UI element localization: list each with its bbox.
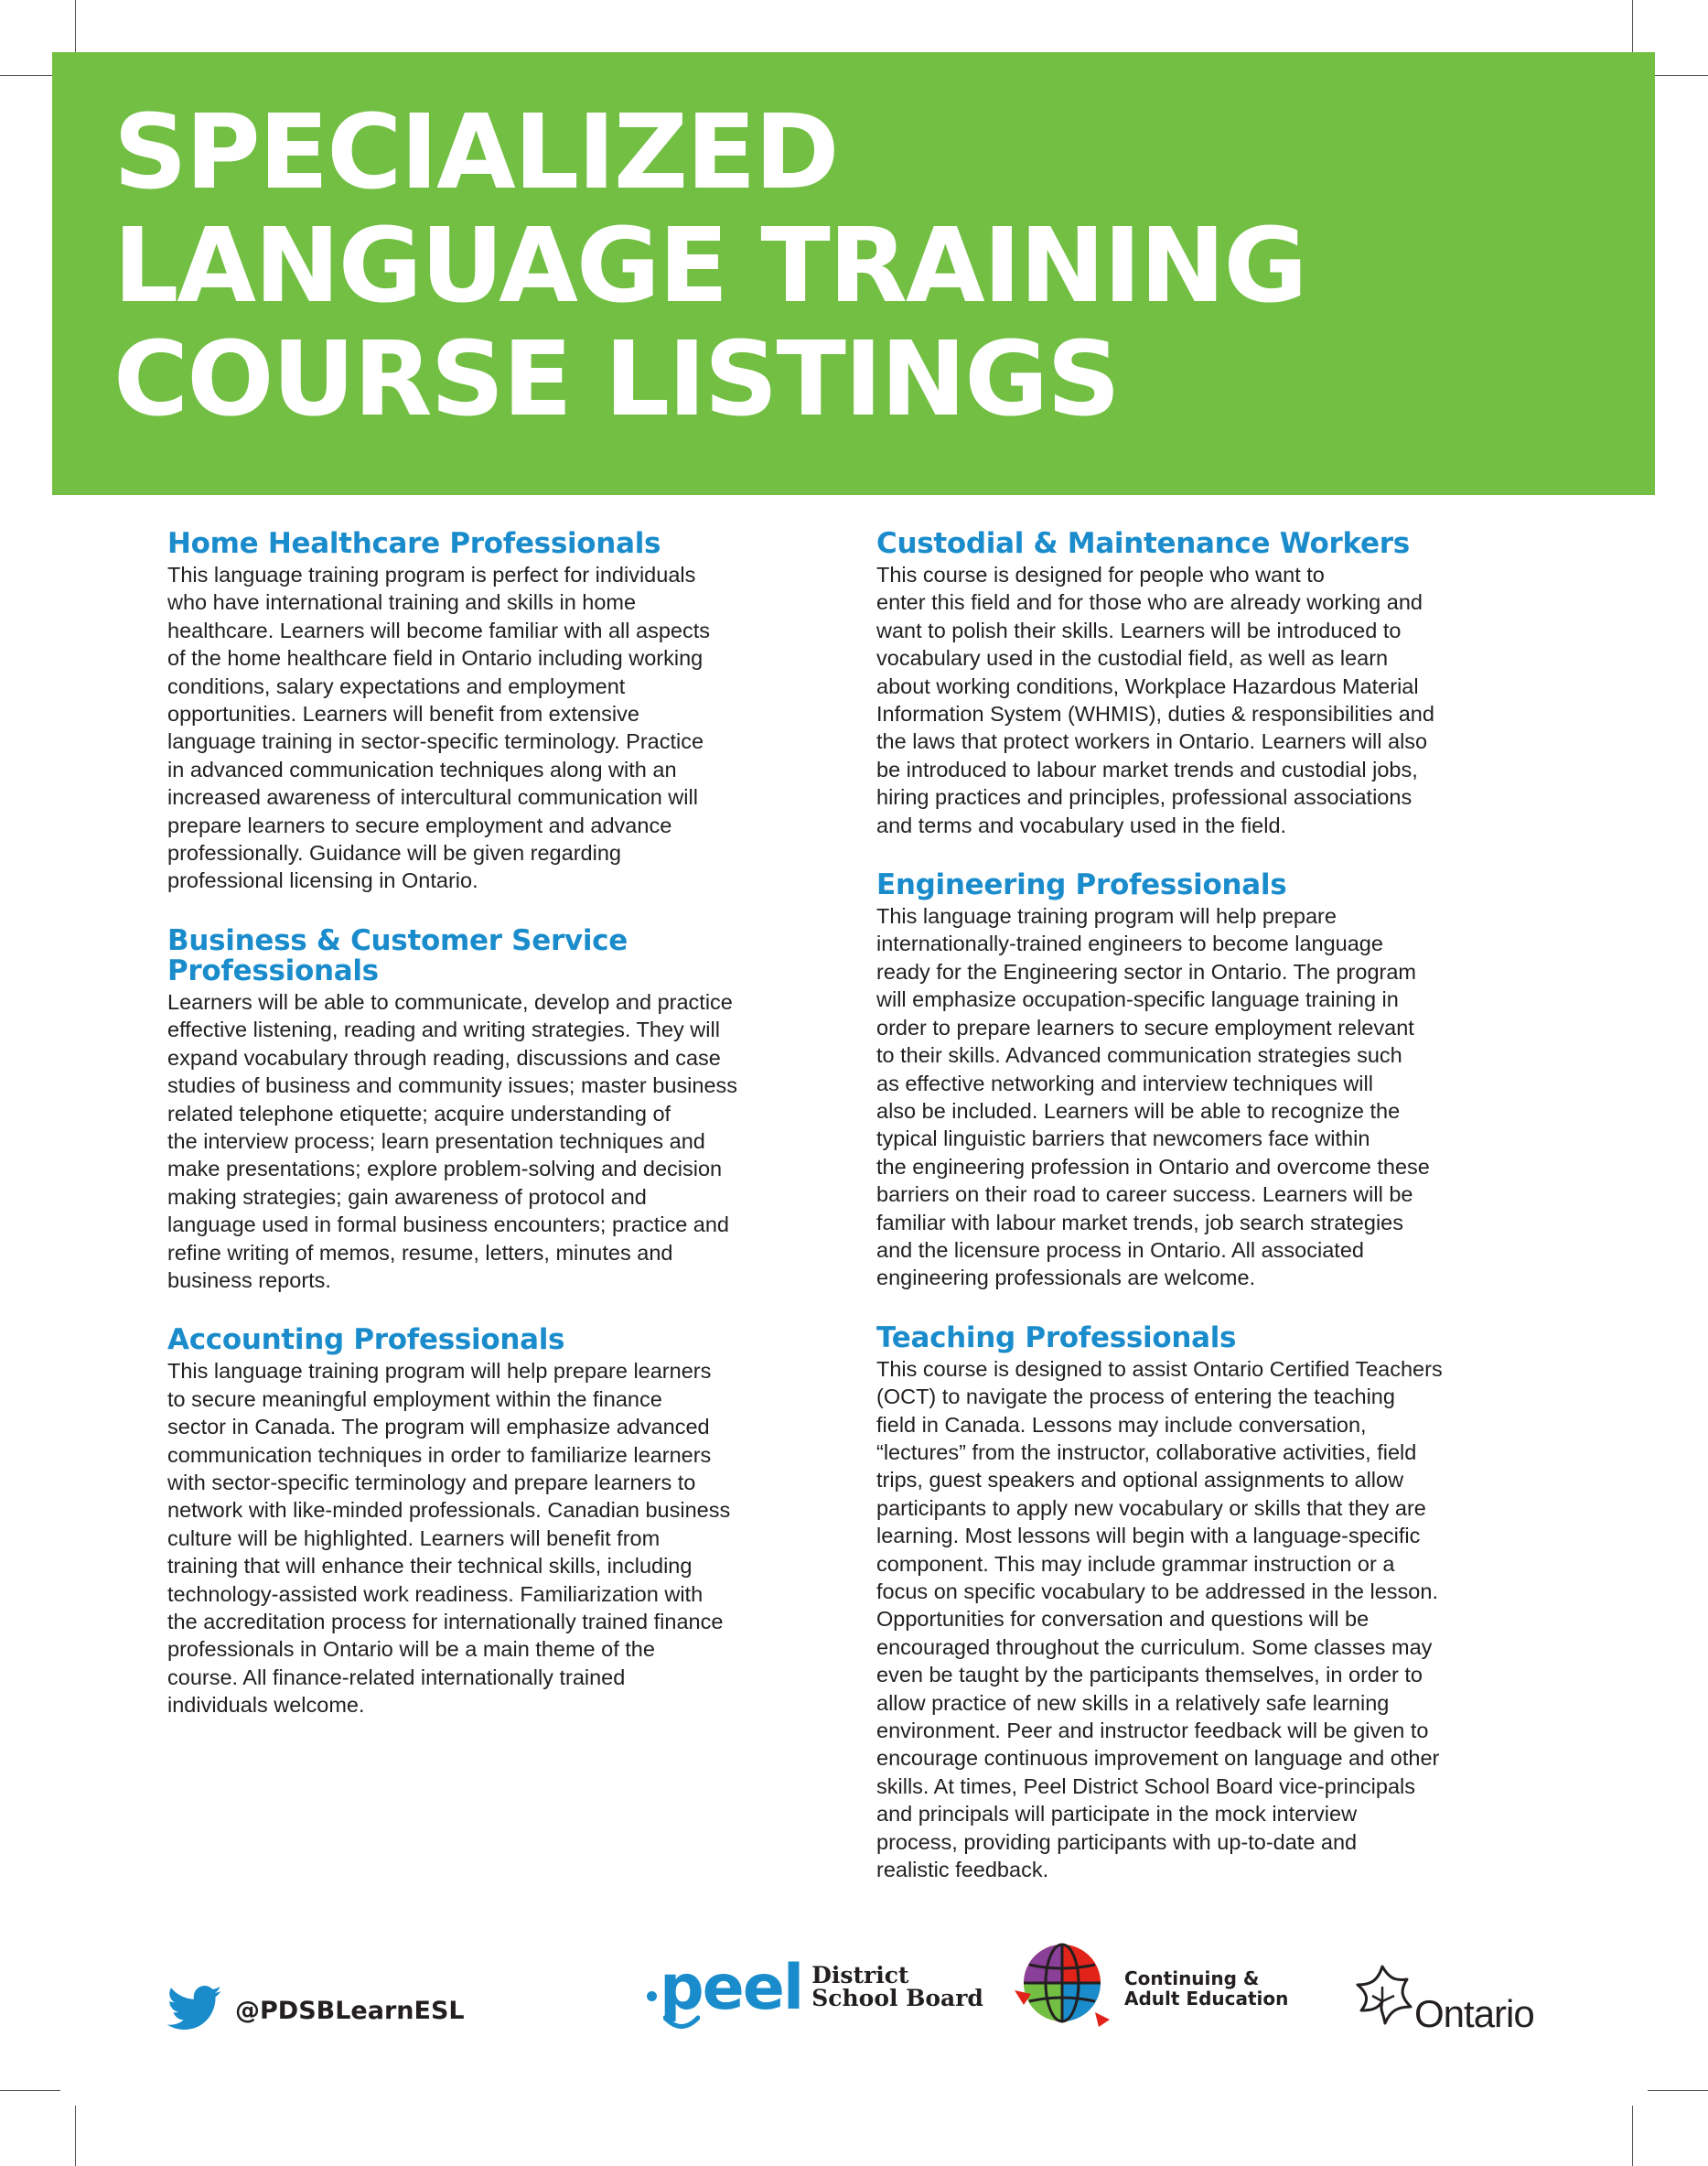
course-title: Accounting Professionals: [167, 1323, 565, 1357]
course-description: This course is designed to assist Ontario Certified Teachers (OCT) to navigate the process of entering the teaching field in Canada. Lessons may include conversation, “lectures” from the instructor, collaborative activities, field trips, guest speakers and optional assignments to allow participants to apply new vocabulary or skills that they are learning. Most lessons will begin with a language-specific component. This may include grammar instruction or a focus on specific vocabulary to be addressed in the lesson. Opportunities for conversation and questions will be encouraged throughout the curriculum. Some classes may even be taught by the participants themselves, in order to allow practice of new skills in a relatively safe learning environment. Peer and instructor feedback will be given to encourage continuous improvement on language and other skills. At times, Peel District School Board vice-principals and principals will participate in the mock interview process, providing participants with up-to-date and realistic feedback.: [876, 1356, 1443, 1882]
left-column: [167, 529, 840, 1751]
crop-mark: [75, 2106, 76, 2166]
course-custodial-maintenance: [876, 529, 1553, 839]
course-engineering: [876, 870, 1553, 1292]
course-description: Learners will be able to communicate, develop and practice effective listening, reading and writing strategies. They will expand vocabulary through reading, discussions and case studies of business and community issues; master business related telephone etiquette; acquire understanding of the interview process; learn presentation techniques and make presentations; explore problem-solving and decision making strategies; gain awareness of protocol and language used in formal business encounters; practice and refine writing of memos, resume, letters, minutes and business reports.: [167, 989, 738, 1292]
cae-name: [1124, 1968, 1288, 2009]
crop-mark: [1632, 2106, 1633, 2166]
course-title: Home Healthcare Professionals: [167, 527, 661, 560]
twitter-bird-icon: [167, 1986, 222, 2036]
course-business-customer-service: [167, 923, 840, 1294]
title-line-2: LANGUAGE TRAINING: [113, 207, 1306, 326]
course-description: This language training program will help prepare learners to secure meaningful employment within the finance sector in Canada. The program will emphasize advanced communication techniques in order to familiarize learners with sector-specific terminology and prepare learners to network with like-minded professionals. Canadian business culture will be highlighted. Learners will benefit from training that will enhance their technical skills, including technology-assisted work readiness. Familiarization with the accreditation process for internationally trained finance professionals in Ontario will be a main theme of the course. All finance-related internationally trained individuals welcome.: [167, 1359, 731, 1718]
course-teaching: [876, 1320, 1553, 1884]
course-home-healthcare: [167, 529, 840, 895]
title-line-3: COURSE LISTINGS: [113, 320, 1119, 439]
right-column: [876, 529, 1553, 1914]
crop-mark: [0, 2090, 60, 2091]
course-title: Custodial & Maintenance Workers: [876, 527, 1410, 560]
peel-board-line-2: School Board: [811, 1985, 983, 2011]
ontario-logo: [1352, 1951, 1534, 2033]
course-description: This language training program will help prepare internationally-trained engineers to become language ready for the Engineering sector in Ontario. The program will emphasize occupation-specific language training in order to prepare learners to secure employment relevant to their skills. Advanced communication strategies such as effective networking and interview techniques will also be included. Learners will be able to recognize the typical linguistic barriers that newcomers face within the engineering profession in Ontario and overcome these barriers on their road to career success. Learners will be familiar with labour market trends, job search strategies and the licensure process in Ontario. All associated engineering professionals are welcome.: [876, 904, 1430, 1290]
title-line-1: SPECIALIZED: [113, 93, 838, 212]
peel-logo-word: peel: [660, 1952, 803, 2024]
page-title: [113, 93, 1306, 439]
ontario-wordmark: Ontario: [1414, 1992, 1534, 2035]
course-description: This language training program is perfect for individuals who have international training and skills in home healthcare. Learners will become familiar with all aspects of the home healthcare field in Ontario including working conditions, salary expectations and employment opportunities. Learners will benefit from extensive language training in sector-specific terminology. Practice in advanced communication techniques along with an increased awareness of intercultural communication will prepare learners to secure employment and advance professionally. Guidance will be given regarding professional licensing in Ontario.: [167, 563, 710, 893]
globe-icon: [1011, 1939, 1113, 2039]
twitter-link[interactable]: [167, 1969, 465, 2052]
peel-logo: [647, 1952, 983, 2039]
course-title: Teaching Professionals: [876, 1320, 1237, 1354]
course-accounting: [167, 1325, 840, 1719]
peel-dot-icon: [647, 1991, 657, 2001]
crop-mark: [1648, 75, 1708, 76]
trillium-icon: [1352, 1965, 1413, 2033]
course-description: This course is designed for people who want to enter this field and for those who are already working and want to polish their skills. Learners will be introduced to vocabulary used in the custodial field, as well as learn about working conditions, Workplace Hazardous Material Information System (WHMIS), duties & responsibilities and the laws that protect workers in Ontario. Learners will also be introduced to labour market trends and custodial jobs, hiring practices and principles, professional associations and terms and vocabulary used in the field.: [876, 563, 1434, 837]
peel-smile-icon: [663, 2015, 700, 2031]
peel-board-line-1: District: [811, 1962, 909, 1988]
cae-line-2: Adult Education: [1124, 1988, 1289, 2010]
crop-mark: [1648, 2090, 1708, 2091]
course-title: Engineering Professionals: [876, 868, 1287, 902]
cae-line-1: Continuing &: [1124, 1967, 1260, 1989]
continuing-adult-education-logo: [1011, 1947, 1288, 2030]
twitter-handle: @PDSBLearnESL: [235, 1996, 465, 2025]
course-title: Business & Customer Service Professionals: [167, 923, 628, 987]
peel-board-name: [811, 1964, 983, 2010]
